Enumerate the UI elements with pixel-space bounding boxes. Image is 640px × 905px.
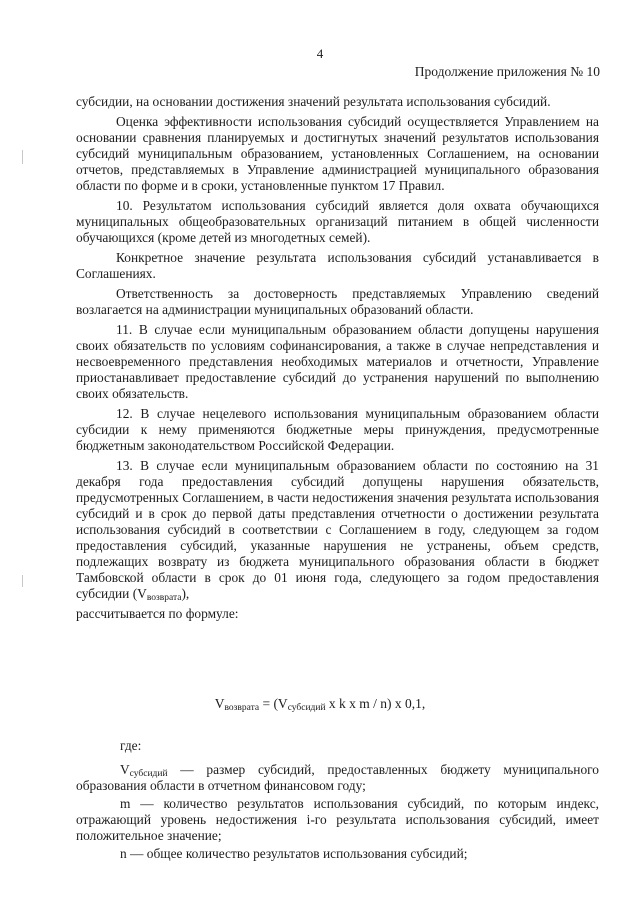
paragraph: 11. В случае если муниципальным образованием области допущены нарушения своих обязательств по условиям софинансирования, а также в случае непредставления и несвоевременного представления необходимых материалов и отчетности, Управление приостанавливает предоставление субсидий до устранения нарушений по выполнению своих обязательств. — [76, 322, 599, 401]
paragraph: Ответственность за достоверность представляемых Управлению сведений возлагается на администрации муниципальных образований области. — [76, 286, 599, 317]
where-label: где: — [120, 738, 142, 753]
paragraph: 10. Результатом использования субсидий является доля охвата обучающихся муниципальных общеобразовательных организаций питанием в общей численности обучающихся (кроме детей из многодетных семей). — [76, 198, 599, 245]
page-number: 4 — [316, 46, 324, 61]
paragraph-13-text: 13. В случае если муниципальным образованием области по состоянию на 31 декабря года предоставления субсидий допущены нарушения обязательств, предусмотренных Соглашением, в части недостижения значения результата использования субсидий и в срок до первой даты представления отчетности о достижении результата использования субсидий в соответствии с Соглашением в году, следующем за годом предоставления субсидий, указанные нарушения не устранены, объем средств, подлежащих возврату из бюджета муниципального образования области в бюджет Тамбовской области в срок до 01 июня года, следующего за годом предоставления субсидии (V — [76, 458, 599, 601]
paragraph-13-tail: ), — [181, 586, 190, 601]
definition-symbol: V — [120, 762, 130, 777]
paragraph: субсидии, на основании достижения значений результата использования субсидий. — [76, 94, 551, 109]
definition-text: — размер субсидий, предоставленных бюджету муниципального образования области в отчетном финансовом году; — [76, 762, 599, 793]
paragraph: Конкретное значение результата использования субсидий устанавливается в Соглашениях. — [76, 250, 599, 281]
definition-symbol: m — [120, 796, 131, 811]
definition-text: — количество результатов использования субсидий, по которым индекс, отражающий уровень недостижения i-го результата использования субсидий, имеет положительное значение; — [76, 796, 599, 843]
paragraph-13 — [76, 458, 599, 602]
appendix-header: Продолжение приложения № 10 — [414, 64, 600, 79]
formula-subscript: субсидий — [287, 703, 326, 713]
formula-subscript: возврата — [224, 703, 260, 713]
formula-part: x k x m / n) x 0,1, — [325, 696, 426, 711]
document-body — [76, 94, 599, 626]
scan-artifact — [22, 150, 23, 164]
paragraph: Оценка эффективности использования субсидий осуществляется Управлением на основании сравнения планируемых и достигнутых значений результатов использования субсидий муниципальным образованием, установленных Соглашением, на основании отчетов, представляемых в Управление администрацией муниципального образования области по форме и в сроки, установленные пунктом 17 Правил. — [76, 114, 599, 193]
formula-part: = (V — [259, 696, 288, 711]
calc-line: рассчитывается по формуле: — [76, 606, 239, 621]
formula — [0, 696, 640, 712]
subscript: возврата — [146, 593, 182, 603]
paragraph: 12. В случае нецелевого использования муниципальным образованием области субсидии к нему применяются бюджетные меры принуждения, предусмотренные бюджетным законодательством Российской Федерации. — [76, 406, 599, 453]
formula-symbol: V — [214, 696, 225, 711]
definition-symbol: n — [120, 846, 127, 861]
formula-legend — [76, 738, 599, 864]
definition-v — [76, 762, 599, 794]
scan-artifact — [22, 575, 23, 587]
definition-subscript: субсидий — [129, 769, 168, 779]
definition-n — [76, 846, 599, 862]
definition-m — [76, 796, 599, 844]
definition-text: — общее количество результатов использования субсидий; — [126, 846, 468, 861]
